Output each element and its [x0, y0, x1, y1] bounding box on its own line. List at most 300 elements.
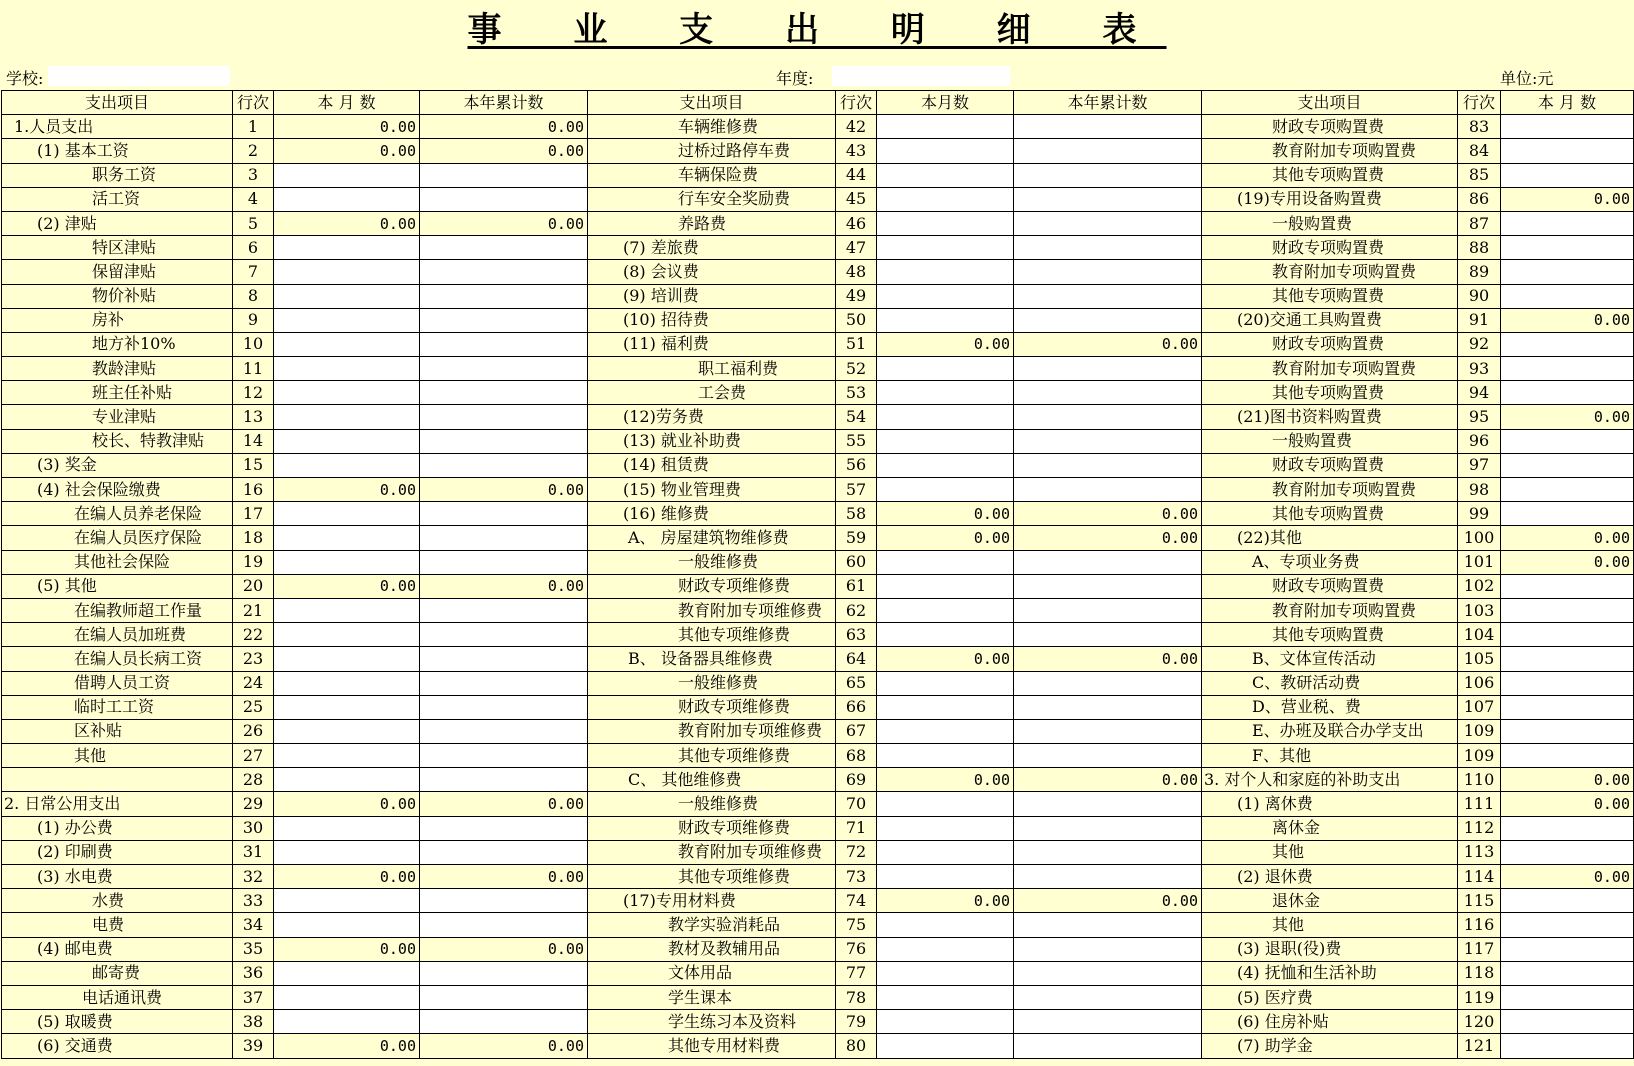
line-number-cell: 44 — [836, 163, 877, 187]
line-number-cell: 87 — [1458, 211, 1501, 235]
line-number-cell: 69 — [836, 768, 877, 792]
month-amount-cell[interactable] — [877, 429, 1014, 453]
line-number-cell: 65 — [836, 671, 877, 695]
month-amount-cell[interactable] — [1501, 574, 1634, 598]
line-number-cell: 47 — [836, 236, 877, 260]
month-amount-cell[interactable] — [274, 429, 420, 453]
month-amount-cell[interactable] — [274, 332, 420, 356]
ytd-amount-cell[interactable]: 0.00 — [1014, 502, 1202, 526]
month-amount-cell[interactable] — [877, 115, 1014, 139]
month-amount-cell[interactable] — [274, 1010, 420, 1034]
item-cell: 区补贴 — [2, 719, 233, 743]
column-header-month: 本 月 数 — [274, 91, 420, 115]
table-row — [2, 719, 1634, 743]
line-number-cell: 67 — [836, 719, 877, 743]
item-cell: (3) 奖金 — [2, 453, 233, 477]
month-amount-cell[interactable] — [274, 357, 420, 381]
ytd-amount-cell[interactable] — [420, 163, 588, 187]
item-cell: 在编教师超工作量 — [2, 598, 233, 622]
item-cell: 其他专项购置费 — [1202, 502, 1458, 526]
ytd-amount-cell[interactable]: 0.00 — [420, 115, 588, 139]
month-amount-cell[interactable] — [1501, 211, 1634, 235]
line-number-cell: 46 — [836, 211, 877, 235]
table-row — [2, 889, 1634, 913]
ytd-amount-cell[interactable] — [1014, 961, 1202, 985]
ytd-amount-cell[interactable] — [1014, 357, 1202, 381]
line-number-cell: 95 — [1458, 405, 1501, 429]
year-field[interactable] — [832, 66, 1010, 86]
item-cell: (6) 住房补贴 — [1202, 1010, 1458, 1034]
column-header-ytd: 本年累计数 — [1014, 91, 1202, 115]
month-amount-cell[interactable]: 0.00 — [1501, 768, 1634, 792]
month-amount-cell[interactable] — [1501, 429, 1634, 453]
ytd-amount-cell[interactable] — [420, 961, 588, 985]
ytd-amount-cell[interactable] — [1014, 671, 1202, 695]
ytd-amount-cell[interactable] — [420, 913, 588, 937]
ytd-amount-cell[interactable] — [1014, 719, 1202, 743]
month-amount-cell[interactable] — [877, 284, 1014, 308]
line-number-cell: 39 — [233, 1034, 274, 1058]
ytd-amount-cell[interactable]: 0.00 — [420, 1034, 588, 1058]
line-number-cell: 22 — [233, 623, 274, 647]
table-row — [2, 623, 1634, 647]
ytd-amount-cell[interactable] — [420, 550, 588, 574]
month-amount-cell[interactable] — [877, 695, 1014, 719]
month-amount-cell[interactable]: 0.00 — [877, 889, 1014, 913]
month-amount-cell[interactable] — [274, 647, 420, 671]
month-amount-cell[interactable] — [1501, 260, 1634, 284]
month-amount-cell[interactable] — [877, 792, 1014, 816]
month-amount-cell[interactable] — [877, 719, 1014, 743]
line-number-cell: 68 — [836, 744, 877, 768]
ytd-amount-cell[interactable] — [420, 1010, 588, 1034]
ytd-amount-cell[interactable] — [1014, 236, 1202, 260]
line-number-cell: 105 — [1458, 647, 1501, 671]
month-amount-cell[interactable] — [274, 623, 420, 647]
month-amount-cell[interactable] — [877, 816, 1014, 840]
ytd-amount-cell[interactable] — [1014, 308, 1202, 332]
ytd-amount-cell[interactable] — [1014, 744, 1202, 768]
ytd-amount-cell[interactable] — [420, 236, 588, 260]
line-number-cell: 77 — [836, 961, 877, 985]
ytd-amount-cell[interactable] — [1014, 260, 1202, 284]
month-amount-cell[interactable] — [274, 889, 420, 913]
item-cell: (12)劳务费 — [588, 405, 836, 429]
ytd-amount-cell[interactable] — [420, 187, 588, 211]
month-amount-cell[interactable] — [274, 381, 420, 405]
ytd-amount-cell[interactable] — [1014, 381, 1202, 405]
line-number-cell: 56 — [836, 453, 877, 477]
month-amount-cell[interactable]: 0.00 — [274, 1034, 420, 1058]
ytd-amount-cell[interactable] — [420, 695, 588, 719]
line-number-cell: 32 — [233, 865, 274, 889]
line-number-cell: 23 — [233, 647, 274, 671]
month-amount-cell[interactable] — [877, 478, 1014, 502]
ytd-amount-cell[interactable] — [1014, 865, 1202, 889]
month-amount-cell[interactable] — [1501, 695, 1634, 719]
ytd-amount-cell[interactable]: 0.00 — [1014, 526, 1202, 550]
month-amount-cell[interactable] — [274, 260, 420, 284]
item-cell: (8) 会议费 — [588, 260, 836, 284]
item-cell: 一般维修费 — [588, 550, 836, 574]
item-cell: 1.人员支出 — [2, 115, 233, 139]
item-cell: 在编人员加班费 — [2, 623, 233, 647]
item-cell: (20)交通工具购置费 — [1202, 308, 1458, 332]
table-row — [2, 574, 1634, 598]
ytd-amount-cell[interactable] — [1014, 284, 1202, 308]
line-number-cell: 18 — [233, 526, 274, 550]
ytd-amount-cell[interactable] — [420, 816, 588, 840]
ytd-amount-cell[interactable] — [1014, 792, 1202, 816]
month-amount-cell[interactable] — [1501, 381, 1634, 405]
month-amount-cell[interactable] — [877, 671, 1014, 695]
month-amount-cell[interactable] — [274, 719, 420, 743]
month-amount-cell[interactable] — [274, 598, 420, 622]
ytd-amount-cell[interactable] — [1014, 453, 1202, 477]
month-amount-cell[interactable] — [274, 163, 420, 187]
month-amount-cell[interactable] — [877, 961, 1014, 985]
month-amount-cell[interactable] — [274, 453, 420, 477]
month-amount-cell[interactable] — [877, 865, 1014, 889]
item-cell: 水费 — [2, 889, 233, 913]
ytd-amount-cell[interactable] — [1014, 574, 1202, 598]
ytd-amount-cell[interactable]: 0.00 — [420, 211, 588, 235]
line-number-cell: 116 — [1458, 913, 1501, 937]
line-number-cell: 59 — [836, 526, 877, 550]
month-amount-cell[interactable] — [1501, 478, 1634, 502]
ytd-amount-cell[interactable] — [1014, 985, 1202, 1009]
month-amount-cell[interactable]: 0.00 — [274, 574, 420, 598]
month-amount-cell[interactable] — [877, 985, 1014, 1009]
month-amount-cell[interactable]: 0.00 — [274, 792, 420, 816]
month-amount-cell[interactable] — [274, 308, 420, 332]
ytd-amount-cell[interactable] — [1014, 816, 1202, 840]
table-row — [2, 1034, 1634, 1058]
line-number-cell: 118 — [1458, 961, 1501, 985]
item-cell: (1) 办公费 — [2, 816, 233, 840]
month-amount-cell[interactable] — [274, 816, 420, 840]
line-number-cell: 106 — [1458, 671, 1501, 695]
month-amount-cell[interactable] — [1501, 284, 1634, 308]
month-amount-cell[interactable] — [877, 236, 1014, 260]
month-amount-cell[interactable]: 0.00 — [877, 647, 1014, 671]
ytd-amount-cell[interactable] — [420, 332, 588, 356]
month-amount-cell[interactable]: 0.00 — [877, 526, 1014, 550]
month-amount-cell[interactable] — [274, 284, 420, 308]
table-row — [2, 381, 1634, 405]
month-amount-cell[interactable] — [1501, 961, 1634, 985]
line-number-cell: 99 — [1458, 502, 1501, 526]
item-cell: A、 房屋建筑物维修费 — [588, 526, 836, 550]
month-amount-cell[interactable] — [1501, 598, 1634, 622]
month-amount-cell[interactable]: 0.00 — [1501, 792, 1634, 816]
month-amount-cell[interactable] — [877, 840, 1014, 864]
month-amount-cell[interactable] — [1501, 453, 1634, 477]
item-cell: 班主任补贴 — [2, 381, 233, 405]
ytd-amount-cell[interactable] — [1014, 478, 1202, 502]
ytd-amount-cell[interactable] — [420, 405, 588, 429]
line-number-cell: 84 — [1458, 139, 1501, 163]
month-amount-cell[interactable] — [1501, 719, 1634, 743]
month-amount-cell[interactable] — [1501, 332, 1634, 356]
month-amount-cell[interactable] — [1501, 163, 1634, 187]
item-cell: 一般维修费 — [588, 792, 836, 816]
ytd-amount-cell[interactable] — [1014, 695, 1202, 719]
ytd-amount-cell[interactable]: 0.00 — [1014, 647, 1202, 671]
month-amount-cell[interactable] — [1501, 236, 1634, 260]
ytd-amount-cell[interactable] — [420, 381, 588, 405]
item-cell: 财政专项维修费 — [588, 695, 836, 719]
item-cell: (2) 退休费 — [1202, 865, 1458, 889]
month-amount-cell[interactable] — [877, 1010, 1014, 1034]
ytd-amount-cell[interactable]: 0.00 — [420, 792, 588, 816]
month-amount-cell[interactable] — [1501, 985, 1634, 1009]
month-amount-cell[interactable] — [1501, 937, 1634, 961]
month-amount-cell[interactable]: 0.00 — [877, 768, 1014, 792]
ytd-amount-cell[interactable] — [420, 453, 588, 477]
month-amount-cell[interactable] — [274, 405, 420, 429]
item-cell: (1) 离休费 — [1202, 792, 1458, 816]
table-row — [2, 236, 1634, 260]
item-cell: 3. 对个人和家庭的补助支出 — [1202, 768, 1458, 792]
ytd-amount-cell[interactable] — [420, 671, 588, 695]
page-title: 事 业 支 出 明 细 表 — [467, 10, 1167, 50]
ytd-amount-cell[interactable] — [1014, 163, 1202, 187]
ytd-amount-cell[interactable] — [420, 889, 588, 913]
ytd-amount-cell[interactable]: 0.00 — [420, 478, 588, 502]
item-cell: 房补 — [2, 308, 233, 332]
ytd-amount-cell[interactable] — [1014, 913, 1202, 937]
item-cell: 一般维修费 — [588, 671, 836, 695]
item-cell: (13) 就业补助费 — [588, 429, 836, 453]
line-number-cell: 66 — [836, 695, 877, 719]
month-amount-cell[interactable] — [274, 550, 420, 574]
month-amount-cell[interactable] — [274, 236, 420, 260]
line-number-cell: 70 — [836, 792, 877, 816]
month-amount-cell[interactable]: 0.00 — [1501, 187, 1634, 211]
line-number-cell: 26 — [233, 719, 274, 743]
month-amount-cell[interactable]: 0.00 — [274, 211, 420, 235]
ytd-amount-cell[interactable] — [420, 284, 588, 308]
ytd-amount-cell[interactable] — [420, 647, 588, 671]
month-amount-cell[interactable] — [1501, 1010, 1634, 1034]
ytd-amount-cell[interactable] — [420, 526, 588, 550]
item-cell: 车辆维修费 — [588, 115, 836, 139]
ytd-amount-cell[interactable] — [420, 744, 588, 768]
month-amount-cell[interactable] — [877, 139, 1014, 163]
item-cell: 教学实验消耗品 — [588, 913, 836, 937]
month-amount-cell[interactable] — [877, 623, 1014, 647]
month-amount-cell[interactable] — [1501, 647, 1634, 671]
line-number-cell: 15 — [233, 453, 274, 477]
month-amount-cell[interactable] — [1501, 889, 1634, 913]
item-cell: 在编人员长病工资 — [2, 647, 233, 671]
month-amount-cell[interactable] — [1501, 357, 1634, 381]
ytd-amount-cell[interactable] — [420, 985, 588, 1009]
ytd-amount-cell[interactable] — [1014, 211, 1202, 235]
column-header-ytd: 本年累计数 — [420, 91, 588, 115]
month-amount-cell[interactable] — [877, 308, 1014, 332]
ytd-amount-cell[interactable]: 0.00 — [1014, 332, 1202, 356]
ytd-amount-cell[interactable] — [420, 308, 588, 332]
line-number-cell: 31 — [233, 840, 274, 864]
ytd-amount-cell[interactable] — [420, 502, 588, 526]
ytd-amount-cell[interactable] — [420, 623, 588, 647]
ytd-amount-cell[interactable] — [1014, 840, 1202, 864]
month-amount-cell[interactable] — [877, 744, 1014, 768]
ytd-amount-cell[interactable] — [1014, 598, 1202, 622]
line-number-cell: 49 — [836, 284, 877, 308]
month-amount-cell[interactable] — [877, 598, 1014, 622]
month-amount-cell[interactable] — [877, 913, 1014, 937]
line-number-cell: 119 — [1458, 985, 1501, 1009]
ytd-amount-cell[interactable]: 0.00 — [1014, 768, 1202, 792]
month-amount-cell[interactable] — [877, 187, 1014, 211]
line-number-cell: 113 — [1458, 840, 1501, 864]
month-amount-cell[interactable] — [274, 840, 420, 864]
ytd-amount-cell[interactable]: 0.00 — [420, 937, 588, 961]
ytd-amount-cell[interactable] — [420, 840, 588, 864]
item-cell: B、 设备器具维修费 — [588, 647, 836, 671]
month-amount-cell[interactable]: 0.00 — [274, 139, 420, 163]
table-row — [2, 211, 1634, 235]
month-amount-cell[interactable] — [877, 453, 1014, 477]
month-amount-cell[interactable]: 0.00 — [274, 937, 420, 961]
ytd-amount-cell[interactable] — [1014, 1010, 1202, 1034]
line-number-cell: 96 — [1458, 429, 1501, 453]
month-amount-cell[interactable] — [877, 357, 1014, 381]
ytd-amount-cell[interactable]: 0.00 — [420, 139, 588, 163]
ytd-amount-cell[interactable] — [1014, 115, 1202, 139]
month-amount-cell[interactable] — [877, 260, 1014, 284]
month-amount-cell[interactable] — [1501, 840, 1634, 864]
ytd-amount-cell[interactable] — [1014, 139, 1202, 163]
ytd-amount-cell[interactable] — [1014, 623, 1202, 647]
table-header-row — [2, 91, 1634, 115]
month-amount-cell[interactable] — [274, 502, 420, 526]
month-amount-cell[interactable] — [274, 695, 420, 719]
month-amount-cell[interactable]: 0.00 — [274, 865, 420, 889]
item-cell: 学生练习本及资料 — [588, 1010, 836, 1034]
month-amount-cell[interactable] — [1501, 744, 1634, 768]
line-number-cell: 78 — [836, 985, 877, 1009]
month-amount-cell[interactable] — [274, 961, 420, 985]
line-number-cell: 8 — [233, 284, 274, 308]
table-row — [2, 453, 1634, 477]
month-amount-cell[interactable]: 0.00 — [1501, 405, 1634, 429]
ytd-amount-cell[interactable] — [420, 598, 588, 622]
item-cell: 教育附加专项维修费 — [588, 598, 836, 622]
ytd-amount-cell[interactable] — [420, 357, 588, 381]
school-field[interactable] — [48, 66, 230, 86]
item-cell: 借聘人员工资 — [2, 671, 233, 695]
ytd-amount-cell[interactable] — [1014, 187, 1202, 211]
item-cell: (17)专用材料费 — [588, 889, 836, 913]
ytd-amount-cell[interactable]: 0.00 — [1014, 889, 1202, 913]
month-amount-cell[interactable] — [877, 381, 1014, 405]
month-amount-cell[interactable] — [877, 405, 1014, 429]
line-number-cell: 57 — [836, 478, 877, 502]
month-amount-cell[interactable] — [274, 526, 420, 550]
month-amount-cell[interactable] — [1501, 816, 1634, 840]
ytd-amount-cell[interactable] — [1014, 937, 1202, 961]
month-amount-cell[interactable] — [877, 211, 1014, 235]
line-number-cell: 111 — [1458, 792, 1501, 816]
month-amount-cell[interactable] — [877, 163, 1014, 187]
ytd-amount-cell[interactable] — [1014, 429, 1202, 453]
table-row — [2, 284, 1634, 308]
month-amount-cell[interactable] — [274, 187, 420, 211]
month-amount-cell[interactable]: 0.00 — [1501, 865, 1634, 889]
month-amount-cell[interactable] — [274, 985, 420, 1009]
table-row — [2, 647, 1634, 671]
month-amount-cell[interactable] — [1501, 913, 1634, 937]
ytd-amount-cell[interactable] — [420, 429, 588, 453]
item-cell: 其他专项维修费 — [588, 623, 836, 647]
month-amount-cell[interactable]: 0.00 — [877, 332, 1014, 356]
month-amount-cell[interactable] — [1501, 139, 1634, 163]
ytd-amount-cell[interactable] — [420, 719, 588, 743]
ytd-amount-cell[interactable]: 0.00 — [420, 574, 588, 598]
month-amount-cell[interactable]: 0.00 — [274, 478, 420, 502]
month-amount-cell[interactable] — [274, 768, 420, 792]
item-cell: 教育附加专项购置费 — [1202, 139, 1458, 163]
month-amount-cell[interactable]: 0.00 — [1501, 308, 1634, 332]
month-amount-cell[interactable] — [1501, 1034, 1634, 1058]
item-cell: 财政专项购置费 — [1202, 236, 1458, 260]
item-cell: (14) 租赁费 — [588, 453, 836, 477]
line-number-cell: 53 — [836, 381, 877, 405]
month-amount-cell[interactable] — [1501, 502, 1634, 526]
month-amount-cell[interactable] — [274, 744, 420, 768]
item-cell: (2) 印刷费 — [2, 840, 233, 864]
month-amount-cell[interactable] — [1501, 623, 1634, 647]
line-number-cell: 11 — [233, 357, 274, 381]
item-cell: A、专项业务费 — [1202, 550, 1458, 574]
month-amount-cell[interactable] — [877, 550, 1014, 574]
line-number-cell: 20 — [233, 574, 274, 598]
ytd-amount-cell[interactable] — [420, 260, 588, 284]
line-number-cell: 38 — [233, 1010, 274, 1034]
month-amount-cell[interactable] — [274, 913, 420, 937]
line-number-cell: 52 — [836, 357, 877, 381]
month-amount-cell[interactable] — [877, 937, 1014, 961]
ytd-amount-cell[interactable]: 0.00 — [420, 865, 588, 889]
month-amount-cell[interactable] — [274, 671, 420, 695]
month-amount-cell[interactable] — [877, 1034, 1014, 1058]
ytd-amount-cell[interactable] — [1014, 405, 1202, 429]
month-amount-cell[interactable] — [1501, 671, 1634, 695]
column-header-month: 本 月 数 — [1501, 91, 1634, 115]
month-amount-cell[interactable]: 0.00 — [1501, 550, 1634, 574]
item-cell: 邮寄费 — [2, 961, 233, 985]
month-amount-cell[interactable] — [1501, 115, 1634, 139]
line-number-cell: 51 — [836, 332, 877, 356]
ytd-amount-cell[interactable] — [1014, 550, 1202, 574]
ytd-amount-cell[interactable] — [1014, 1034, 1202, 1058]
ytd-amount-cell[interactable] — [420, 768, 588, 792]
month-amount-cell[interactable] — [877, 574, 1014, 598]
item-cell: E、办班及联合办学支出 — [1202, 719, 1458, 743]
month-amount-cell[interactable]: 0.00 — [274, 115, 420, 139]
line-number-cell: 63 — [836, 623, 877, 647]
table-row — [2, 985, 1634, 1009]
month-amount-cell[interactable]: 0.00 — [1501, 526, 1634, 550]
item-cell: 教育附加专项购置费 — [1202, 598, 1458, 622]
item-cell: 教育附加专项维修费 — [588, 719, 836, 743]
table-row — [2, 913, 1634, 937]
month-amount-cell[interactable]: 0.00 — [877, 502, 1014, 526]
